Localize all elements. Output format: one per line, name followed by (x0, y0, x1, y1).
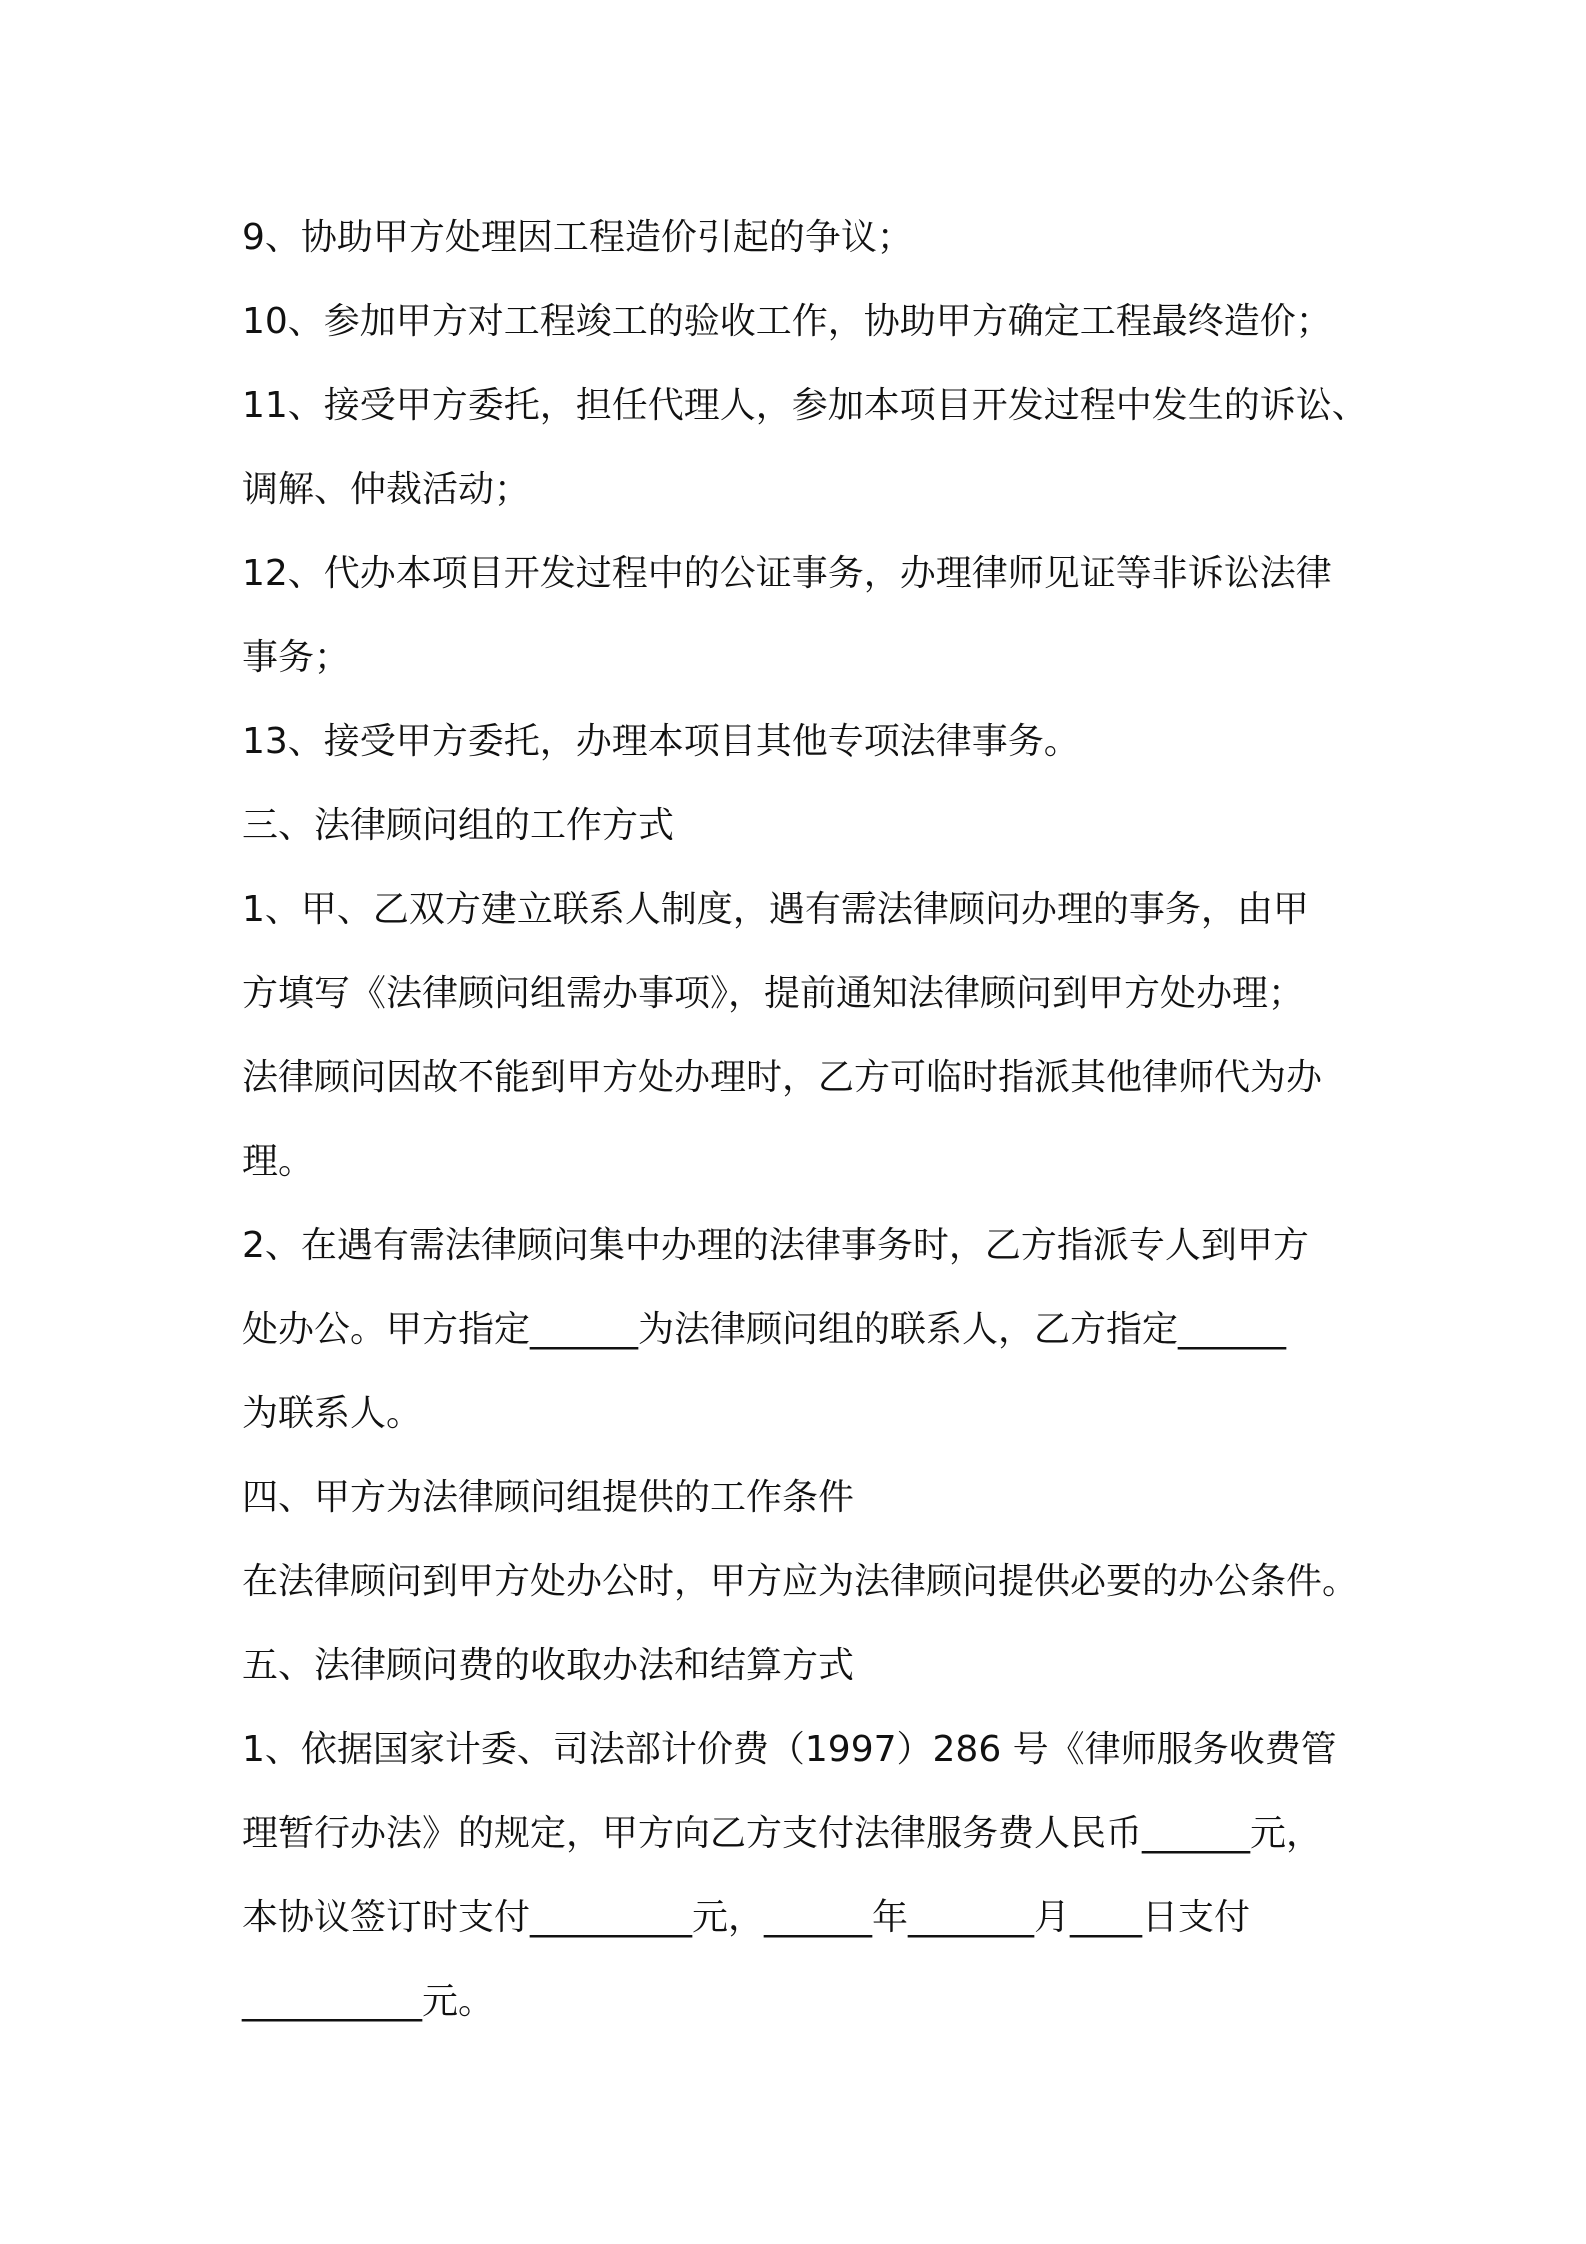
clause-line: 10、参加甲方对工程竣工的验收工作，协助甲方确定工程最终造价； (242, 301, 1332, 342)
clause-line: __________元。 (242, 1981, 495, 2022)
clause-line: 处办公。甲方指定______为法律顾问组的联系人，乙方指定______ (242, 1309, 1287, 1350)
clause-line: 1、甲、乙双方建立联系人制度，遇有需法律顾问办理的事务，由甲 (242, 889, 1309, 930)
clause-line: 1、依据国家计委、司法部计价费（1997）286 号《律师服务收费管 (242, 1729, 1337, 1770)
section-heading: 四、甲方为法律顾问组提供的工作条件 (242, 1477, 855, 1518)
clause-line: 为联系人。 (242, 1393, 423, 1434)
clause-line: 理暂行办法》的规定，甲方向乙方支付法律服务费人民币______元， (242, 1813, 1323, 1854)
clause-line: 在法律顾问到甲方处办公时，甲方应为法律顾问提供必要的办公条件。 (242, 1561, 1359, 1602)
section-heading: 五、法律顾问费的收取办法和结算方式 (242, 1645, 855, 1686)
clause-line: 11、接受甲方委托，担任代理人，参加本项目开发过程中发生的诉讼、 (242, 385, 1368, 426)
clause-line: 调解、仲裁活动； (242, 469, 531, 510)
clause-line: 13、接受甲方委托，办理本项目其他专项法律事务。 (242, 721, 1080, 762)
document-body (242, 196, 1382, 2044)
clause-line: 法律顾问因故不能到甲方处办理时，乙方可临时指派其他律师代为办 (242, 1057, 1323, 1098)
clause-line: 理。 (242, 1141, 315, 1182)
clause-line: 9、协助甲方处理因工程造价引起的争议； (242, 217, 913, 258)
clause-line: 事务； (242, 637, 351, 678)
clause-line: 方填写《法律顾问组需办事项》，提前通知法律顾问到甲方处办理； (242, 973, 1305, 1014)
clause-line: 本协议签订时支付_________元，______年_______月____日支付 (242, 1897, 1251, 1938)
clause-line: 12、代办本项目开发过程中的公证事务，办理律师见证等非诉讼法律 (242, 553, 1332, 594)
section-heading: 三、法律顾问组的工作方式 (242, 805, 675, 846)
clause-line: 2、在遇有需法律顾问集中办理的法律事务时，乙方指派专人到甲方 (242, 1225, 1309, 1266)
